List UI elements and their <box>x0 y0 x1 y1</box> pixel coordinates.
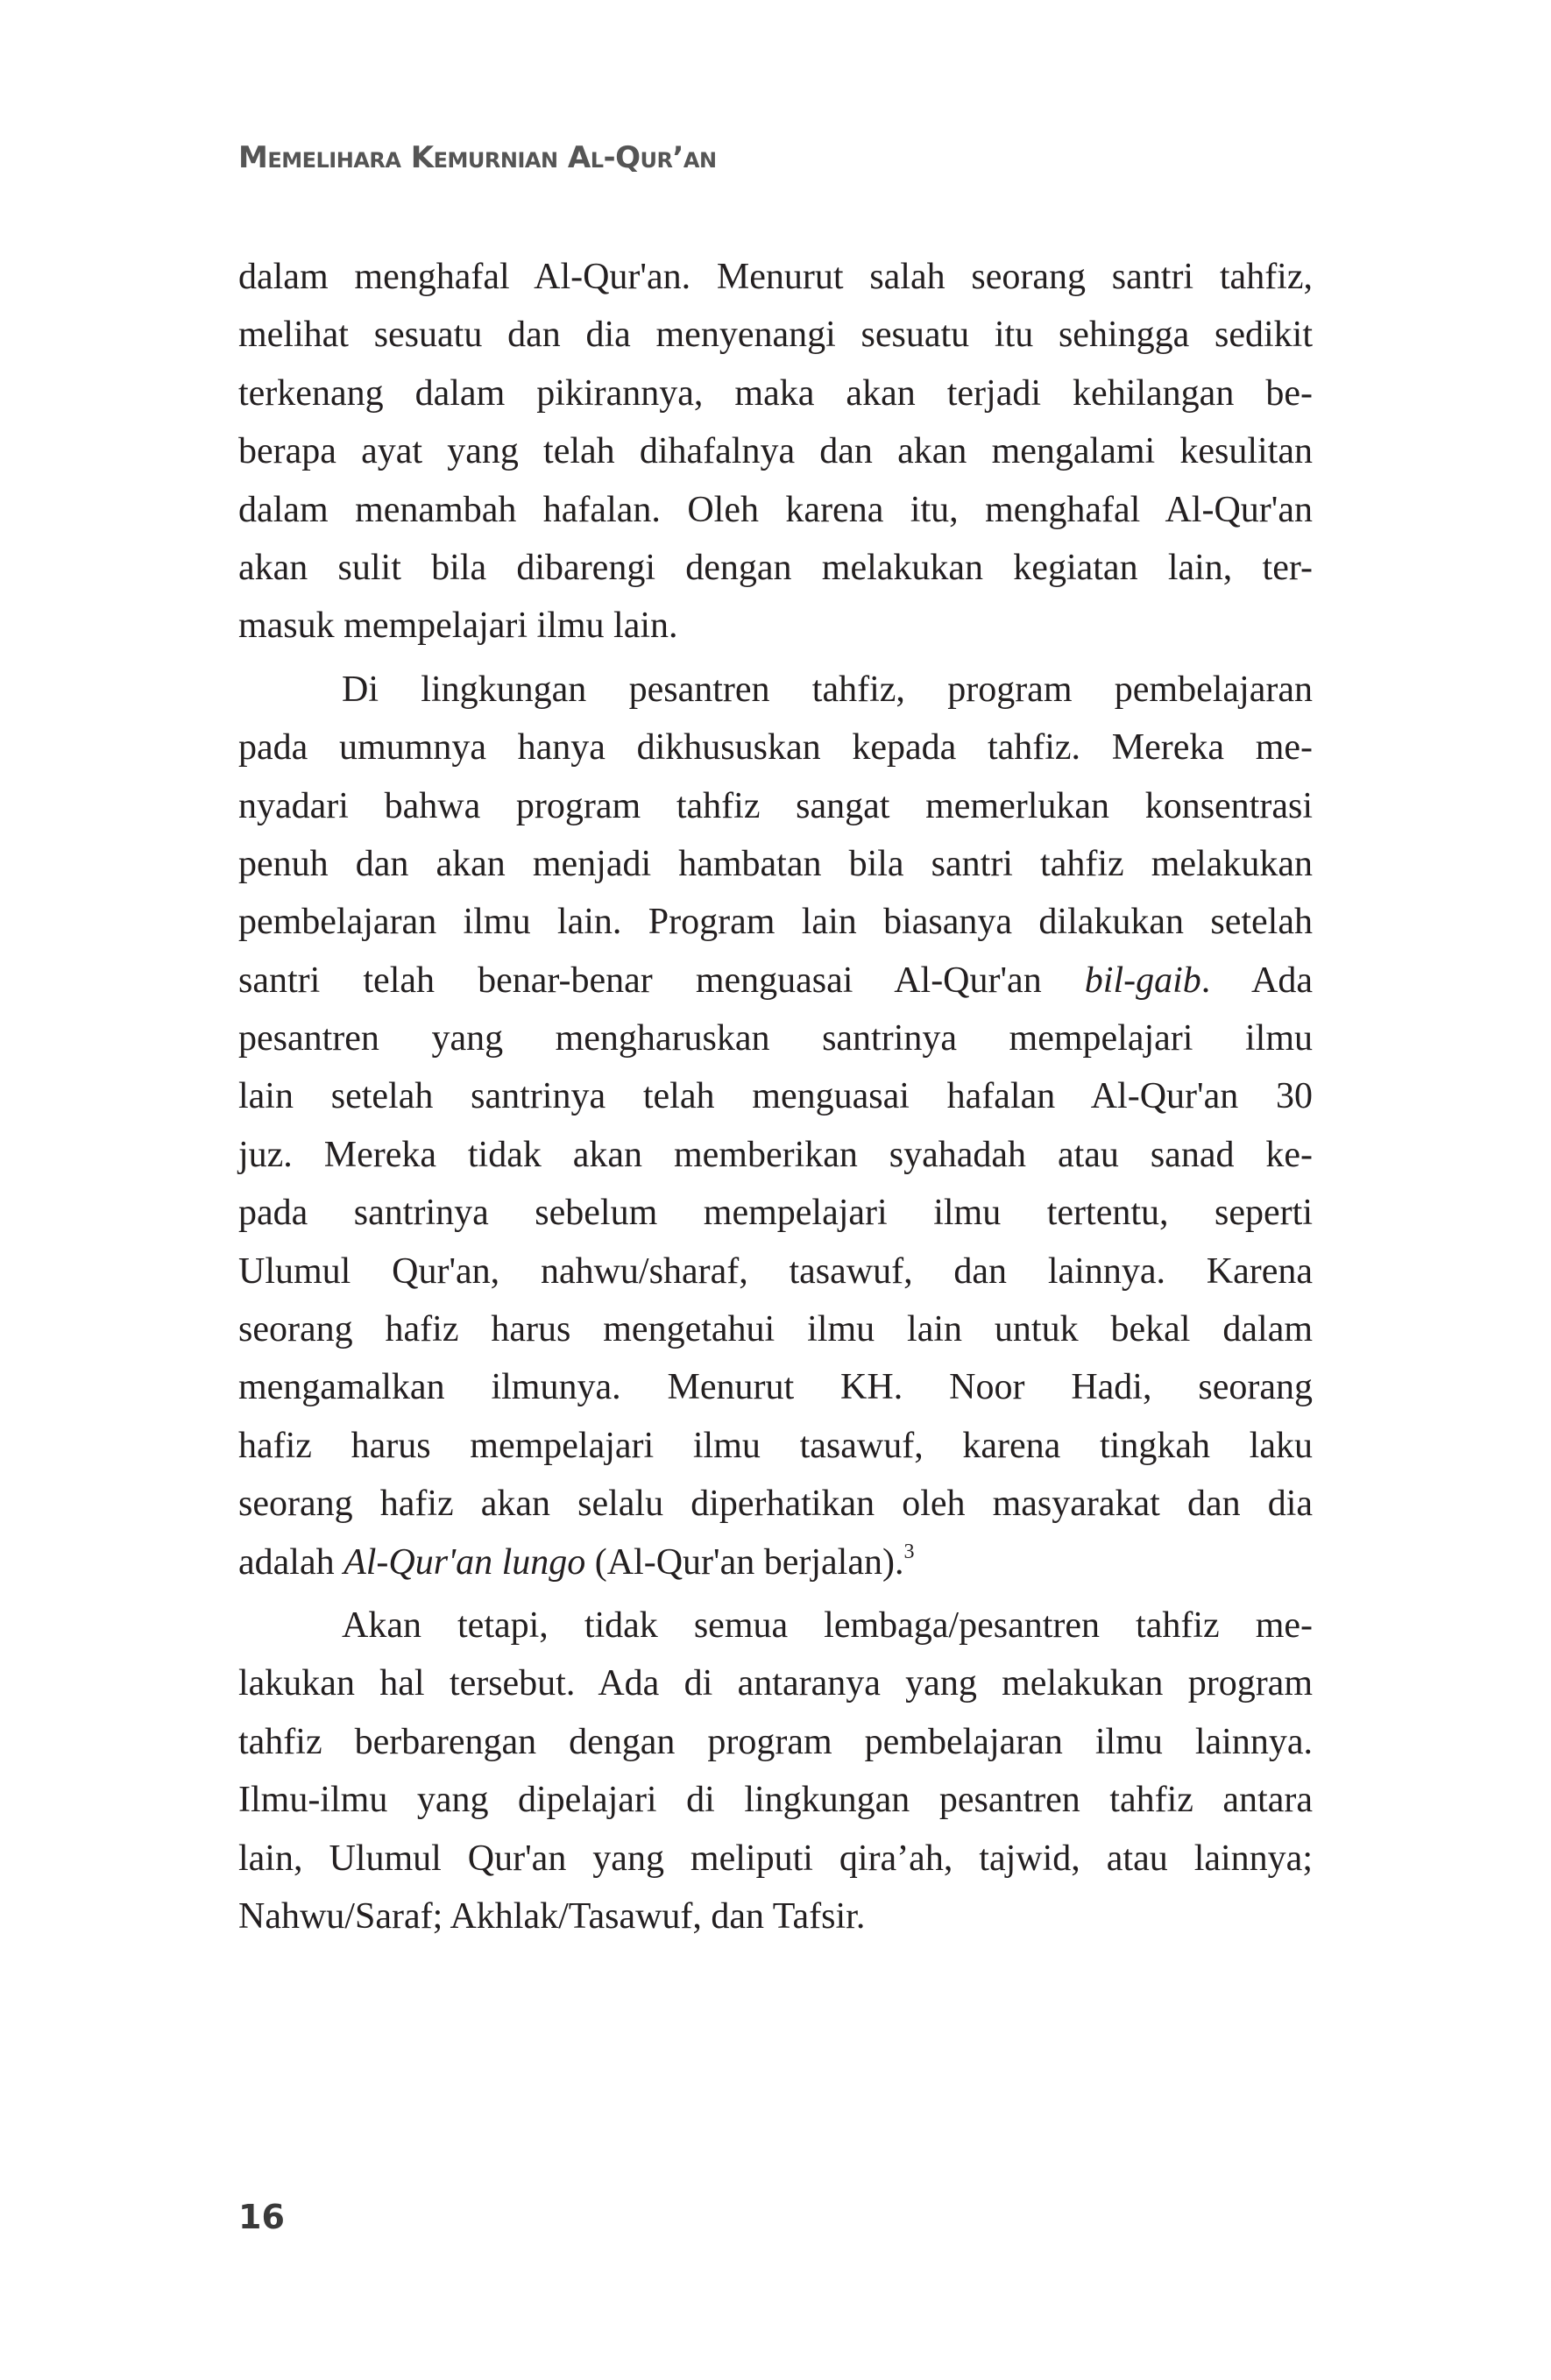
text-line <box>238 1534 1313 1591</box>
text-segment: . Ada <box>1200 960 1314 1001</box>
text-line: pada santrinya sebelum mempelajari ilmu tertentu, seperti <box>238 1193 1313 1234</box>
text-line: seorang hafiz akan selalu diperhatikan oleh masyarakat dan dia <box>238 1484 1313 1525</box>
text-line: dalam menghafal Al-Qur'an. Menurut salah seorang santri tahfiz, <box>238 257 1313 297</box>
text-line: tahfiz berbarengan dengan program pembelajaran ilmu lainnya. <box>238 1721 1313 1762</box>
text-line: Akan tetapi, tidak semua lembaga/pesantren tahfiz me- <box>342 1604 1313 1646</box>
text-line: mengamalkan ilmunya. Menurut KH. Noor Hadi, seorang <box>238 1367 1313 1408</box>
text-segment: adalah <box>238 1541 344 1583</box>
text-line <box>238 952 1313 1009</box>
text-line: akan sulit bila dibarengi dengan melakukan kegiatan lain, ter- <box>238 547 1313 588</box>
paragraph <box>238 248 1313 655</box>
text-line: berapa ayat yang telah dihafalnya dan akan mengalami kesulitan <box>238 431 1313 472</box>
text-line: Di lingkungan pesantren tahfiz, program pembelajaran <box>342 669 1313 710</box>
italic-term: Al-Qur'an lungo <box>343 1541 586 1583</box>
paragraph <box>238 1597 1313 1945</box>
text-line: nyadari bahwa program tahfiz sangat memerlukan konsentrasi <box>238 785 1313 826</box>
text-line: pembelajaran ilmu lain. Program lain biasanya dilakukan setelah <box>238 902 1313 943</box>
body-text <box>238 248 1313 1951</box>
text-line: juz. Mereka tidak akan memberikan syahadah atau sanad ke- <box>238 1134 1313 1175</box>
text-line: dalam menambah hafalan. Oleh karena itu, menghafal Al-Qur'an <box>238 489 1313 530</box>
text-line: Ilmu-ilmu yang dipelajari di lingkungan pesantren tahfiz antara <box>238 1780 1313 1821</box>
text-line: masuk mempelajari ilmu lain. <box>238 606 678 647</box>
text-line: penuh dan akan menjadi hambatan bila santri tahfiz melakukan <box>238 843 1313 884</box>
text-segment: (Al-Qur'an berjalan). <box>585 1541 904 1583</box>
paragraph <box>238 661 1313 1591</box>
text-line: melihat sesuatu dan dia menyenangi sesuatu itu sehingga sedikit <box>238 315 1313 356</box>
italic-term: bil-gaib <box>1084 960 1201 1001</box>
text-line: seorang hafiz harus mengetahui ilmu lain untuk bekal dalam <box>238 1309 1313 1350</box>
text-line: Nahwu/Saraf; Akhlak/Tasawuf, dan Tafsir. <box>238 1895 866 1937</box>
text-line: Ulumul Qur'an, nahwu/sharaf, tasawuf, dan lainnya. Karena <box>238 1250 1313 1292</box>
text-line: hafiz harus mempelajari ilmu tasawuf, karena tingkah laku <box>238 1425 1313 1466</box>
page-number: 16 <box>238 2198 285 2236</box>
footnote-marker: 3 <box>903 1540 915 1563</box>
text-line: lain, Ulumul Qur'an yang meliputi qira’ah, tajwid, atau lainnya; <box>238 1838 1313 1879</box>
running-title: Memelihara Kemurnian Al-Qur’an <box>238 140 717 175</box>
text-line: lakukan hal tersebut. Ada di antaranya yang melakukan program <box>238 1663 1313 1704</box>
text-line: pesantren yang mengharuskan santrinya mempelajari ilmu <box>238 1018 1313 1059</box>
text-line: terkenang dalam pikirannya, maka akan terjadi kehilangan be- <box>238 372 1313 414</box>
text-line: pada umumnya hanya dikhususkan kepada tahfiz. Mereka me- <box>238 727 1313 769</box>
text-line: lain setelah santrinya telah menguasai hafalan Al-Qur'an 30 <box>238 1076 1313 1117</box>
text-segment: santri telah benar-benar menguasai Al-Qur'an <box>238 960 1085 1001</box>
